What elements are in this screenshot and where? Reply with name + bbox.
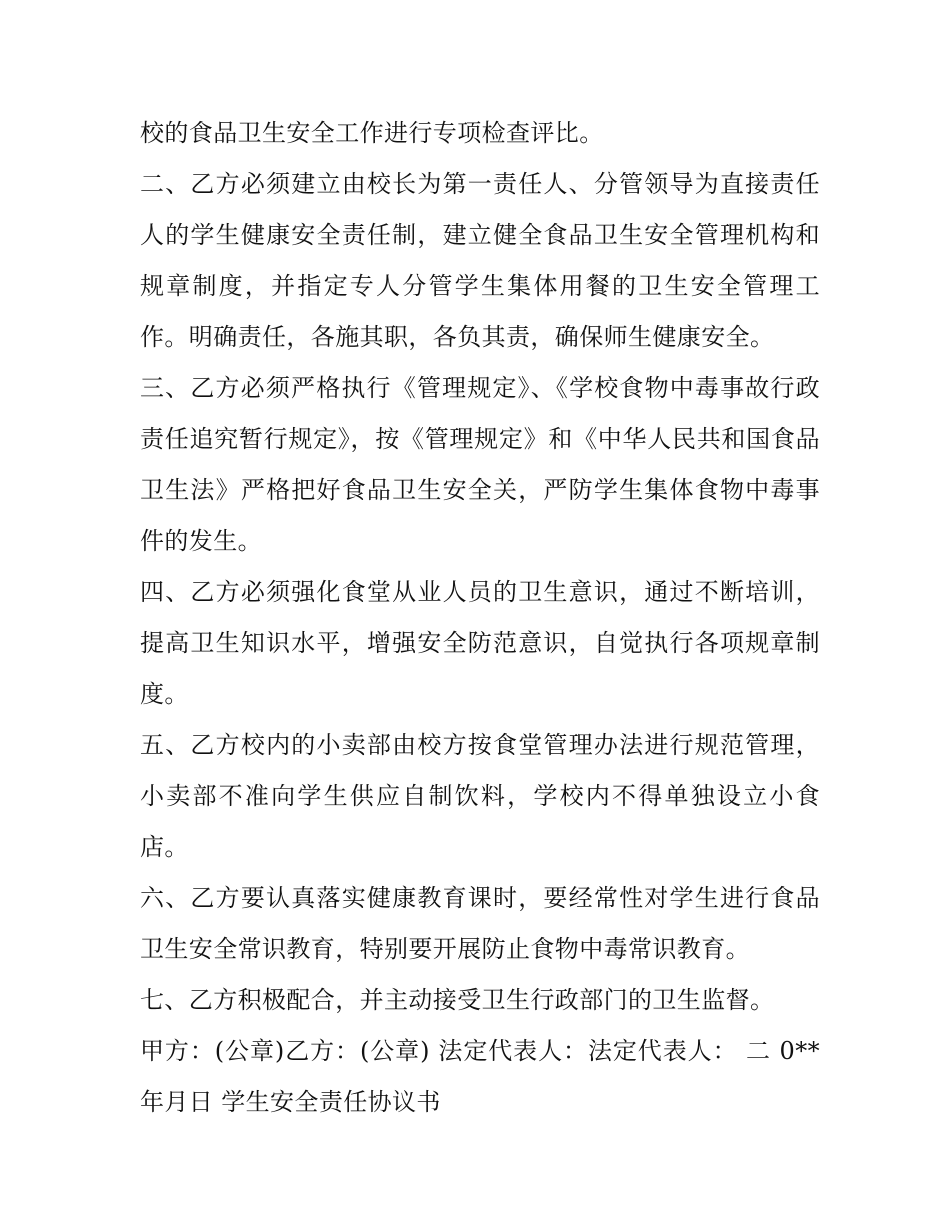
signature-line: 甲方：(公章)乙方：(公章) 法定代表人：法定代表人： 二 0** 年月日 学生安全责任协议书 xyxy=(140,1037,820,1116)
paragraph-clause-3: 三、乙方必须严格执行《管理规定》、《学校食物中毒事故行政责任追究暂行规定》，按《管理规定》和《中华人民共和国食品卫生法》严格把好食品卫生安全关，严防学生集体食物中毒事件的发生。 xyxy=(140,374,820,555)
paragraph-clause-2: 二、乙方必须建立由校长为第一责任人、分管领导为直接责任人的学生健康安全责任制，建立健全食品卫生安全管理机构和规章制度，并指定专人分管学生集体用餐的卫生安全管理工作。明确责任，各施其职，各负其责，确保师生健康安全。 xyxy=(140,170,820,351)
paragraph-clause-4: 四、乙方必须强化食堂从业人员的卫生意识，通过不断培训，提高卫生知识水平，增强安全防范意识，自觉执行各项规章制度。 xyxy=(140,578,820,708)
paragraph-clause-6: 六、乙方要认真落实健康教育课时，要经常性对学生进行食品卫生安全常识教育，特别要开展防止食物中毒常识教育。 xyxy=(140,884,820,963)
document-body xyxy=(140,108,820,1128)
paragraph-clause-7: 七、乙方积极配合，并主动接受卫生行政部门的卫生监督。 xyxy=(140,986,775,1014)
paragraph-clause-5: 五、乙方校内的小卖部由校方按食堂管理办法进行规范管理，小卖部不准向学生供应自制饮料，学校内不得单独设立小食店。 xyxy=(140,731,820,861)
paragraph-inspection: 校的食品卫生安全工作进行专项检查评比。 xyxy=(140,119,604,147)
